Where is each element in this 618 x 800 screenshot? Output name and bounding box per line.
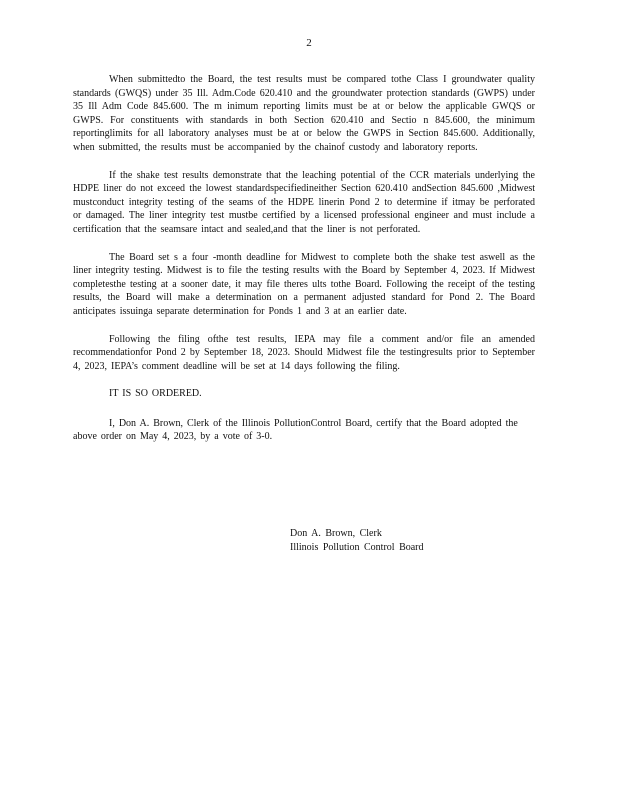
page-number: 2 [306, 37, 312, 49]
clerk-certification: I, Don A. Brown, Clerk of the Illinois PollutionControl Board, certify that the Board adopted the above order on May 4, 2023, by a vote of 3-0. [73, 417, 518, 443]
paragraph-deadline: The Board set s a four -month deadline for Midwest to complete both the shake test aswell as the liner integrity testing. Midwest is to file the testing results with the Board by September 4, 2023. If Midwest completesthe testing at a sooner date, it may file theres ults tothe Board. Following the receipt of the testing results, the Board will make a determination on a permanent adjusted standard for Pond 2. The Board anticipates issuinga separate determination for Ponds 1 and 3 at an earlier date. [73, 251, 535, 317]
paragraph-iepa-comment: Following the filing ofthe test results, IEPA may file a comment and/or file an amended recommendationfor Pond 2 by September 18, 2023. Should Midwest file the testingresults prior to September 4, 2023, IEPA’s comment deadline will be set at 14 days following the filing. [73, 333, 535, 372]
signature-block [290, 527, 424, 555]
order-body [73, 73, 535, 458]
signature-organization: Illinois Pollution Control Board [290, 542, 424, 553]
signature-name: Don A. Brown, Clerk [290, 528, 382, 539]
paragraph-test-results-comparison: When submittedto the Board, the test results must be compared tothe Class I groundwater quality standards (GWQS) under 35 Ill. Adm.Code 620.410 and the groundwater protection standards (GWPS) under 35 Ill Adm Code 845.600. The m inimum reporting limits must be at or below the applicable GWQS or GWPS. For constituents with standards in both Section 620.410 and Sectio n 845.600, the minimum reportinglimits for all laboratory analyses must be at or below the GWPS in Section 845.600. Additionally, when submitted, the results must be accompanied by the chainof custody and laboratory reports. [73, 74, 535, 153]
so-ordered-line: IT IS SO ORDERED. [109, 388, 202, 400]
paragraph-liner-integrity: If the shake test results demonstrate that the leaching potential of the CCR materials underlying the HDPE liner do not exceed the lowest standardspecifiedineither Section 620.410 andSection 845.600 ,Midwest mustconduct integrity testing of the seams of the HDPE linerin Pond 2 to determine if itmay be perforated or damaged. The liner integrity test mustbe certified by a licensed professional engineer and must include a certification that the seamsare intact and sealed,and that the liner is not perforated. [73, 169, 535, 235]
